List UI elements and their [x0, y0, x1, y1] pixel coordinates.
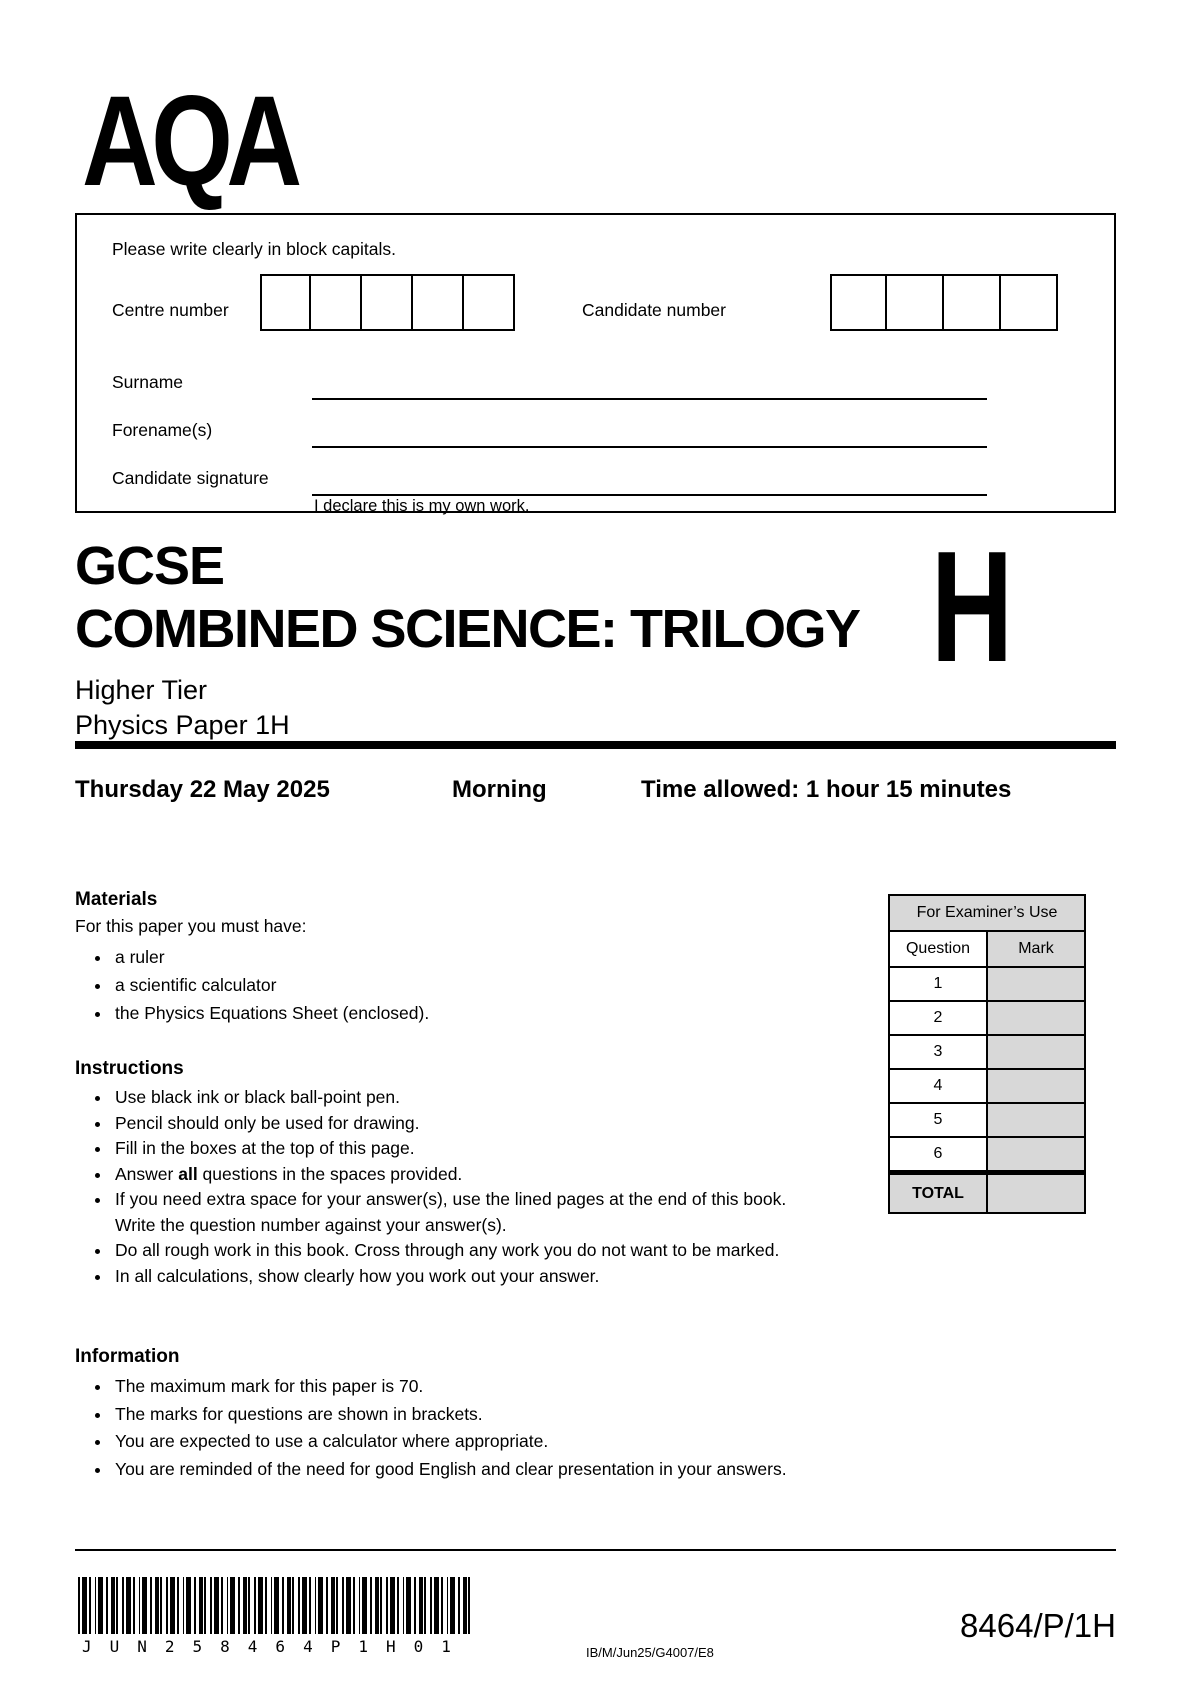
- information-item: • The maximum mark for this paper is 70.: [112, 1373, 1035, 1401]
- footer-divider-rule: [75, 1549, 1116, 1551]
- examiner-table-row: [890, 1070, 1084, 1104]
- total-mark-cell: [988, 1175, 1084, 1212]
- instructions-item: • Pencil should only be used for drawing.: [112, 1111, 823, 1137]
- mark-cell: [988, 1070, 1084, 1102]
- examiner-table-row: [890, 1002, 1084, 1036]
- surname-label: Surname: [112, 372, 184, 392]
- mark-cell: [988, 1104, 1084, 1136]
- examiner-table-total-row: [890, 1172, 1084, 1212]
- examiner-table-row: [890, 968, 1084, 1002]
- centre-number-cell[interactable]: [260, 274, 311, 331]
- mark-cell: [988, 1002, 1084, 1034]
- mark-cell: [988, 1138, 1084, 1170]
- barcode-text: JUN258464P1H01: [82, 1637, 469, 1656]
- materials-section: [75, 889, 820, 1027]
- question-number: 4: [890, 1070, 988, 1102]
- mark-cell: [988, 968, 1084, 1000]
- instructions-item: • If you need extra space for your answer(s), use the lined pages at the end of this book. Write the question number against your answer(s).: [112, 1187, 823, 1238]
- forenames-label: Forename(s): [112, 420, 213, 440]
- candidate-number-cell[interactable]: [830, 274, 887, 331]
- materials-item: • the Physics Equations Sheet (enclosed).: [112, 999, 820, 1027]
- information-item: • The marks for questions are shown in brackets.: [112, 1401, 1035, 1429]
- examiner-table-row: [890, 1036, 1084, 1070]
- examiner-table-title: For Examiner’s Use: [890, 896, 1084, 932]
- answer-all-pre: Answer: [115, 1163, 179, 1184]
- question-number: 3: [890, 1036, 988, 1068]
- instructions-section: [75, 1058, 823, 1289]
- materials-intro: For this paper you must have:: [75, 916, 307, 936]
- instructions-list: [75, 1085, 823, 1289]
- candidate-details-box: [75, 213, 1116, 513]
- total-label: TOTAL: [890, 1175, 988, 1212]
- centre-number-cell[interactable]: [362, 274, 413, 331]
- time-allowed: Time allowed: 1 hour 15 minutes: [641, 776, 1012, 803]
- information-section: [75, 1346, 1035, 1483]
- block-capitals-instruction: Please write clearly in block capitals.: [112, 239, 397, 259]
- paper-label: Physics Paper 1H: [75, 710, 290, 740]
- examiner-table-row: [890, 1138, 1084, 1172]
- information-item: • You are reminded of the need for good English and clear presentation in your answers.: [112, 1456, 1035, 1484]
- information-item: • You are expected to use a calculator where appropriate.: [112, 1428, 1035, 1456]
- for-examiners-use-table: [888, 894, 1086, 1214]
- higher-tier-badge: H: [930, 519, 1013, 695]
- centre-number-cell[interactable]: [464, 274, 515, 331]
- instructions-heading: Instructions: [75, 1058, 184, 1079]
- candidate-number-cell[interactable]: [887, 274, 944, 331]
- barcode: [78, 1577, 470, 1634]
- exam-date: Thursday 22 May 2025: [75, 776, 330, 803]
- question-number: 2: [890, 1002, 988, 1034]
- information-heading: Information: [75, 1346, 180, 1367]
- declaration-text: I declare this is my own work.: [314, 497, 530, 515]
- materials-item: • a ruler: [112, 943, 820, 971]
- instructions-item: • In all calculations, show clearly how you work out your answer.: [112, 1264, 823, 1290]
- instructions-item: • Fill in the boxes at the top of this page.: [112, 1136, 823, 1162]
- title-divider-rule: [75, 741, 1116, 749]
- materials-heading: Materials: [75, 889, 158, 910]
- candidate-number-cell[interactable]: [944, 274, 1001, 331]
- centre-number-cell[interactable]: [413, 274, 464, 331]
- question-number: 5: [890, 1104, 988, 1136]
- question-number: 1: [890, 968, 988, 1000]
- materials-list: [75, 943, 820, 1027]
- footer-reference: IB/M/Jun25/G4007/E8: [586, 1645, 714, 1660]
- instructions-item: • Do all rough work in this book. Cross through any work you do not want to be marked.: [112, 1238, 823, 1264]
- centre-number-label: Centre number: [112, 300, 229, 320]
- signature-input-line[interactable]: [312, 426, 987, 496]
- paper-code: 8464/P/1H: [960, 1607, 1116, 1644]
- signature-label: Candidate signature: [112, 468, 269, 488]
- centre-number-cell[interactable]: [311, 274, 362, 331]
- mark-column-header: Mark: [988, 932, 1084, 966]
- answer-all-bold: all: [178, 1163, 198, 1184]
- exam-session: Morning: [452, 776, 547, 803]
- materials-item: • a scientific calculator: [112, 971, 820, 999]
- information-list: [75, 1373, 1035, 1483]
- instructions-item: • Use black ink or black ball-point pen.: [112, 1085, 823, 1111]
- instructions-item: [112, 1162, 823, 1188]
- answer-all-post: questions in the spaces provided.: [197, 1163, 463, 1184]
- candidate-number-input: [830, 274, 1058, 331]
- candidate-number-cell[interactable]: [1001, 274, 1058, 331]
- subject-title: COMBINED SCIENCE: TRILOGY: [75, 599, 860, 659]
- examiner-table-row: [890, 1104, 1084, 1138]
- candidate-number-label: Candidate number: [582, 300, 726, 320]
- qualification-title: GCSE: [75, 536, 225, 596]
- centre-number-input: [260, 274, 515, 331]
- question-number: 6: [890, 1138, 988, 1170]
- examiner-table-header-row: [890, 932, 1084, 968]
- mark-cell: [988, 1036, 1084, 1068]
- question-column-header: Question: [890, 932, 988, 966]
- aqa-logo: AQA: [82, 70, 296, 213]
- tier-label: Higher Tier: [75, 675, 208, 705]
